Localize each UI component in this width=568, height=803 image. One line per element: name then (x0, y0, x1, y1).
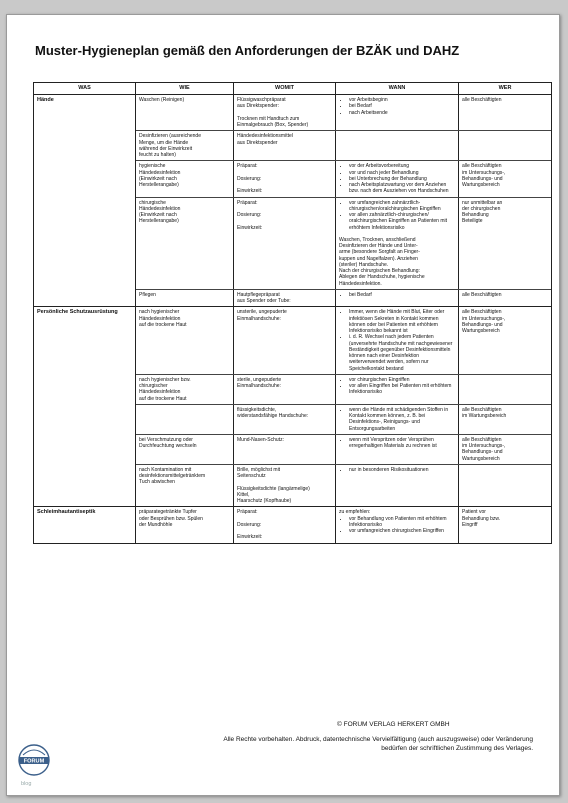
cell-line: Dosierung: (237, 212, 262, 218)
hygiene-plan-table (33, 82, 552, 544)
header-wer: WER (498, 85, 512, 92)
table-row (136, 375, 551, 405)
cell-womit (234, 405, 336, 434)
cell-line: Kittel, (237, 491, 250, 498)
cell-line: der chirurgischen (462, 205, 501, 212)
bullet-item: • wenn mit Verspritzen oder Versprühen erregerhaltigen Materials zu rechnen ist (349, 437, 455, 450)
cell-line: Ablegen der Handschuhe, hygienische (339, 274, 425, 281)
bullet-list (339, 309, 455, 372)
cell-line: Behandlung (462, 212, 489, 218)
table-group (34, 95, 551, 307)
cell-line: (Einwirkzeit nach (139, 175, 177, 182)
page-title: Muster-Hygieneplan gemäß den Anforderungen der BZÄK und DAHZ (35, 43, 460, 58)
cell-line: alle Beschäftigten (462, 97, 502, 103)
bullet-item: • vor und nach jeder Behandlung (349, 170, 455, 176)
bullet-item: • vor Arbeitsbeginn (349, 97, 455, 103)
cell-wann (336, 161, 459, 196)
cell-line: Desinfizieren der Hände und Unter- (339, 243, 418, 249)
group-rows (136, 307, 551, 506)
cell-wann (336, 465, 459, 507)
cell-line: Händedesinfektionsmittel (237, 133, 293, 140)
cell-line: Wartungsbereich (462, 182, 500, 188)
cell-wer (459, 95, 551, 130)
cell-wer (459, 375, 551, 404)
cell-wann (336, 290, 459, 307)
cell-womit (234, 198, 336, 289)
cell-line: Flüssigwaschpräparat (237, 97, 286, 103)
cell-line: Händedesinfektion (139, 205, 181, 212)
cell-line: Eingriff (462, 521, 478, 528)
cell-wer (459, 307, 551, 374)
cell-line: Herstellerangabe) (139, 218, 179, 225)
cell-line: hygienische (139, 163, 166, 170)
table-row (136, 198, 551, 290)
cell-wie (136, 95, 234, 130)
cell-line: Behandlungs- und (462, 175, 503, 182)
cell-line: nur unmittelbar an (462, 199, 503, 206)
cell-wann (336, 375, 459, 404)
cell-line: Wartungsbereich (462, 455, 500, 462)
bullet-item: • nach Arbeitsplatzwartung vor dem Anziehen bzw. nach dem Ausziehen von Handschuhen (349, 182, 455, 195)
cell-wer (459, 435, 551, 464)
cell-line: Einmalhandschuhe: (237, 315, 281, 322)
header-wann: WANN (336, 83, 459, 94)
cell-wann (336, 131, 459, 160)
cell-wer (459, 507, 551, 542)
cell-wer (459, 405, 551, 434)
table-row (136, 307, 551, 375)
cell-line: Seitenschutz (237, 473, 266, 479)
table-group (34, 507, 551, 542)
cell-line: alle Beschäftigten (462, 309, 502, 316)
cell-line: während der Einwirkzeit (139, 145, 193, 152)
bullet-list (339, 467, 455, 473)
cell-womit (234, 307, 336, 374)
cell-line: Waschen (Reinigen) (139, 97, 185, 103)
bullet-item: • vor chirurgischen Eingriffen (349, 377, 455, 383)
cell-line: Durchfeuchtung wechseln (139, 443, 197, 449)
table-row (136, 507, 551, 542)
cell-line: nach hygienischer bzw. (139, 376, 191, 383)
cell-line: Mund-Nasen-Schutz: (237, 436, 284, 443)
footer-rights-line: Alle Rechte vorbehalten. Abdruck, datentechnische Vervielfältigung (auch auszugsweise) oder Veränderung (223, 736, 533, 743)
cell-line: sterile, ungepuderte (237, 376, 282, 383)
cell-womit (234, 435, 336, 464)
table-header (34, 83, 551, 95)
cell-line: Desinfizieren (ausreichende (139, 133, 201, 140)
bullet-item: • vor umfangreichen zahnärztlich-chirurgischen/oralchirurgischen Eingriffen (349, 200, 455, 213)
cell-womit (234, 507, 336, 542)
cell-line: Händedesinfektion (139, 389, 181, 396)
table-row (136, 161, 551, 197)
header-was: WAS (34, 83, 136, 94)
cell-line: alle Beschäftigten (462, 291, 502, 298)
cell-line: Händedesinfektion (139, 169, 181, 176)
cell-line: präparategetränkte Tupfer (139, 509, 197, 516)
bullet-list (339, 163, 455, 194)
cell-line: Dosierung: (237, 175, 262, 182)
cell-wie (136, 435, 234, 464)
footer-rights-line: bedürfen der schriftlichen Zustimmung des Verlages. (381, 745, 533, 753)
cell-line: Präparat: (237, 509, 258, 516)
cell-line: Waschen, Trocknen, anschließend (339, 236, 416, 243)
bullet-item: • bei Unterbrechung der Behandlung (349, 176, 455, 182)
cell-line: aus Spender oder Tube: (237, 298, 291, 304)
cell-wann (336, 95, 459, 130)
bullet-item: • bei Bedarf (349, 292, 455, 298)
cell-line: arme (besondere Sorgfalt an Finger- (339, 249, 420, 256)
table-row (136, 290, 551, 307)
group-name: Persönliche Schutzausrüstung (34, 307, 136, 506)
cell-line: im Wartungsbereich (462, 413, 507, 419)
cell-wer (459, 465, 551, 507)
bullet-list (339, 292, 455, 298)
cell-wie (136, 375, 234, 404)
cell-wie (136, 465, 234, 507)
bullet-item: • Immer, wenn die Hände mit Blut, Eiter oder infektiösen Sekreten in Kontakt kommen können oder bei Patienten mit erhöhtem Infektionsrisiko bekannt ist (349, 309, 455, 334)
cell-line: bei Verschmutzung oder (139, 436, 193, 443)
cell-line: chirurgische (139, 199, 166, 206)
bullet-item: • vor Behandlung von Patienten mit erhöhtem Infektionsrisiko (349, 516, 455, 529)
cell-line: nach hygienischer (139, 309, 180, 316)
bullet-item: • wenn die Hände mit schädigenden Stoffen in Kontakt kommen können, z. B. bei Desinfektions-, Reinigungs- und Entsorgungsarbeiten (349, 407, 455, 432)
cell-wie (136, 131, 234, 160)
cell-line: Beteiligte (462, 218, 483, 225)
bullet-item: • nach Arbeitsende (349, 110, 455, 116)
header-wie: WIE (136, 83, 234, 94)
bullet-list (339, 97, 455, 116)
cell-wie (136, 307, 234, 374)
bullet-item: • vor allen zahnärztlich-chirurgischen/ oralchirurgischen Eingriffen an Patienten mit erhöhtem Infektionsrisiko (349, 212, 455, 231)
cell-womit (234, 131, 336, 160)
cell-wie (136, 161, 234, 196)
cell-line: (steriler) Handschuhe. (339, 261, 389, 268)
cell-line: desinfektionsmittelgetränktem (139, 473, 206, 479)
group-name: Schleimhautantiseptik (34, 507, 136, 542)
table-row (136, 465, 551, 507)
cell-line: flüssigkeitsdichte, (237, 406, 277, 413)
logo-text: FORUM (23, 758, 45, 765)
cell-wie (136, 198, 234, 289)
cell-line: Einmalgebrauch (Box, Spender) (237, 122, 309, 128)
bullet-list (339, 200, 455, 231)
cell-line: Einwirkzeit: (237, 188, 263, 195)
table-row (136, 405, 551, 435)
header-womit: WOMIT (234, 83, 336, 94)
cell-line: im Untersuchungs-, (462, 315, 506, 322)
cell-wann (336, 198, 459, 289)
bullet-item: • vor der Arbeitsvorbereitung (349, 163, 455, 169)
group-name: Hände (34, 95, 136, 306)
cell-line: Einwirkzeit: (237, 534, 263, 541)
cell-line: widerstandsfähige Handschuhe: (237, 413, 309, 419)
cell-line: unsterile, ungepuderte (237, 309, 287, 316)
cell-line: Hautpflegepräparat (237, 291, 280, 298)
cell-line: alle Beschäftigten (462, 406, 502, 413)
cell-line: Behandlungs- und (462, 449, 503, 456)
cell-wer (459, 131, 551, 160)
cell-line: der Mundhöhle (139, 521, 173, 528)
cell-wer (459, 198, 551, 289)
cell-line: kuppen und Nagelfalzen). Anziehen (339, 255, 418, 262)
cell-line: Nach der chirurgischen Behandlung: (339, 268, 420, 274)
cell-wer (459, 161, 551, 196)
cell-line: Herstellerangabe) (139, 182, 179, 188)
watermark-blog: blog (21, 781, 32, 787)
cell-wann (336, 405, 459, 434)
table-row (136, 131, 551, 161)
cell-wie (136, 507, 234, 542)
cell-line: im Untersuchungs-, (462, 443, 506, 449)
cell-line: Flüssigkeitsdichte (langärmelige) (237, 485, 310, 492)
table-row (136, 435, 551, 465)
cell-line: Einmalhandschuhe: (237, 383, 281, 389)
cell-wie (136, 290, 234, 307)
bullet-item: • nur in besonderen Risikosituationen (349, 467, 455, 473)
table-body (34, 95, 551, 543)
cell-womit (234, 95, 336, 130)
cell-womit (234, 161, 336, 196)
cell-line: Dosierung: (237, 521, 262, 528)
cell-wann (336, 307, 459, 374)
cell-line: oder Besprühen bzw. Spülen (139, 515, 203, 522)
bullet-list (339, 377, 455, 396)
cell-line: Haarschutz (Kopfhaube) (237, 498, 292, 504)
cell-line: Händedesinfektion (139, 315, 181, 322)
cell-womit (234, 290, 336, 307)
bullet-item: • vor umfangreichen chirurgischen Eingriffen (349, 528, 455, 534)
cell-line: alle Beschäftigten (462, 436, 502, 443)
cell-line: auf die trockene Haut (139, 321, 187, 328)
cell-line: Patient vor (462, 509, 486, 516)
cell-womit (234, 375, 336, 404)
cell-line: Brille, möglichst mit (237, 466, 281, 473)
cell-womit (234, 465, 336, 507)
cell-wie (136, 405, 234, 434)
bullet-list (339, 437, 455, 450)
cell-line: Präparat: (237, 199, 258, 206)
cell-line: Einwirkzeit: (237, 224, 263, 231)
cell-line: aus Direktspender (237, 139, 278, 146)
cell-line: auf die trockene Haut (139, 395, 187, 402)
cell-line: Wartungsbereich (462, 328, 500, 334)
group-rows (136, 95, 551, 306)
table-row (136, 95, 551, 131)
document-page (6, 14, 560, 796)
bullet-list (339, 516, 455, 535)
cell-intro: zu empfehlen: (339, 509, 371, 516)
forum-logo-icon (17, 743, 51, 777)
cell-line: im Untersuchungs-, (462, 169, 506, 176)
cell-wann (336, 507, 459, 542)
cell-line: Tuch abwischen (139, 479, 175, 486)
bullet-item: • i. d. R. Wechsel nach jedem Patienten (unversehrte Handschuhe mit nachgewiesener Beständigkeit gegenüber Desinfektionsmitteln können nach einer Desinfektion weiterverwendet werden, sofern nur Speichelkontakt bestand (349, 334, 455, 372)
cell-line: Pflegen (139, 291, 156, 298)
footer-rights (153, 735, 533, 754)
cell-line: alle Beschäftigten (462, 163, 502, 170)
cell-line: (Einwirkzeit nach (139, 212, 177, 218)
cell-line: feucht zu halten) (139, 152, 176, 158)
cell-line: Händedesinfektion. (339, 280, 382, 287)
table-group (34, 307, 551, 507)
cell-line: Behandlung bzw. (462, 515, 501, 522)
bullet-item: • bei Bedarf (349, 103, 455, 109)
cell-line: Präparat: (237, 163, 258, 170)
cell-line: Behandlungs- und (462, 321, 503, 328)
cell-wer (459, 290, 551, 307)
cell-line: nach Kontamination mit (139, 466, 192, 473)
bullet-list (339, 407, 455, 432)
cell-wann (336, 435, 459, 464)
cell-line: Menge, um die Hände (139, 139, 189, 146)
bullet-item: • vor allen Eingriffen bei Patienten mit erhöhtem Infektionsrisiko (349, 383, 455, 396)
cell-line: chirurgischer (139, 383, 168, 389)
group-rows (136, 507, 551, 542)
cell-line: Trocknen mit Handtuch zum (237, 115, 300, 122)
cell-line: aus Direktspender: (237, 103, 279, 110)
footer-copyright: © FORUM VERLAG HERKERT GMBH (337, 721, 450, 728)
